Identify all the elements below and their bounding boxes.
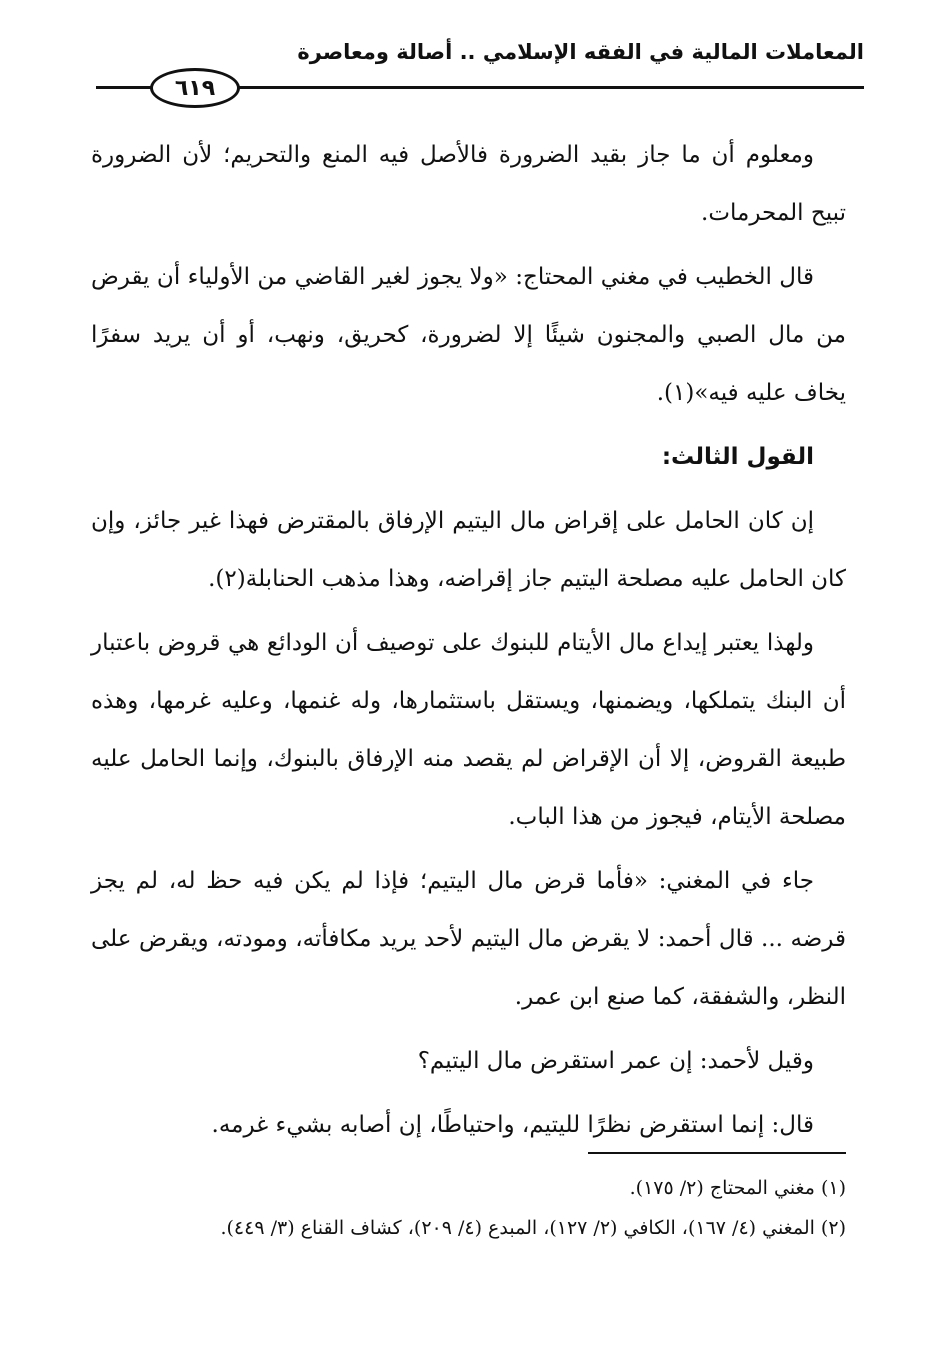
page-number: ٦١٩ (150, 68, 240, 108)
paragraph-2: قال الخطيب في مغني المحتاج: «ولا يجوز لغير القاضي من الأولياء أن يقرض من مال الصبي والمجنون شيئًا إلا لضرورة، كحريق، ونهب، أو أن يريد سفرًا يخاف عليه فيه»(١). (91, 264, 846, 406)
paragraph-1: ومعلوم أن ما جاز بقيد الضرورة فالأصل فيه المنع والتحريم؛ لأن الضرورة تبيح المحرمات. (91, 142, 846, 226)
footnotes (91, 1168, 846, 1248)
paragraph-6: وقيل لأحمد: إن عمر استقرض مال اليتيم؟ (417, 1048, 814, 1074)
paragraph-5: جاء في المغني: «فأما قرض مال اليتيم؛ فإذا لم يكن فيه حظ له، لم يجز قرضه ... قال أحمد: لا يقرض مال اليتيم لأحد يريد مكافأته، ومودته، ويقرض على النظر، والشفقة، كما صنع ابن عمر. (91, 868, 846, 1010)
footnote-1: (١) مغني المحتاج (٢/ ١٧٥). (629, 1177, 846, 1199)
paragraph-4: ولهذا يعتبر إيداع مال الأيتام للبنوك على توصيف أن الودائع هي قروض باعتبار أن البنك يتملكها، ويضمنها، ويستقل باستثمارها، وله غنمها، وعليه غرمها، وهذه طبيعة القروض، إلا أن الإقراض لم يقصد منه الإرفاق بالبنوك، وإنما الحامل عليه مصلحة الأيتام، فيجوز من هذا الباب. (91, 630, 846, 830)
paragraph-7: قال: إنما استقرض نظرًا لليتيم، واحتياطًا، إن أصابه بشيء غرمه. (211, 1112, 814, 1138)
main-text (91, 126, 846, 1160)
footnote-2: (٢) المغني (٤/ ١٦٧)، الكافي (٢/ ١٢٧)، المبدع (٤/ ٢٠٩)، كشاف القناع (٣/ ٤٤٩). (220, 1217, 846, 1239)
running-header-title: المعاملات المالية في الفقه الإسلامي .. أصالة ومعاصرة (297, 40, 864, 64)
section-heading: القول الثالث: (661, 444, 814, 470)
paragraph-3: إن كان الحامل على إقراض مال اليتيم الإرفاق بالمقترض فهذا غير جائز، وإن كان الحامل عليه مصلحة اليتيم جاز إقراضه، وهذا مذهب الحنابلة(٢). (91, 508, 846, 592)
footnote-separator (588, 1152, 846, 1154)
